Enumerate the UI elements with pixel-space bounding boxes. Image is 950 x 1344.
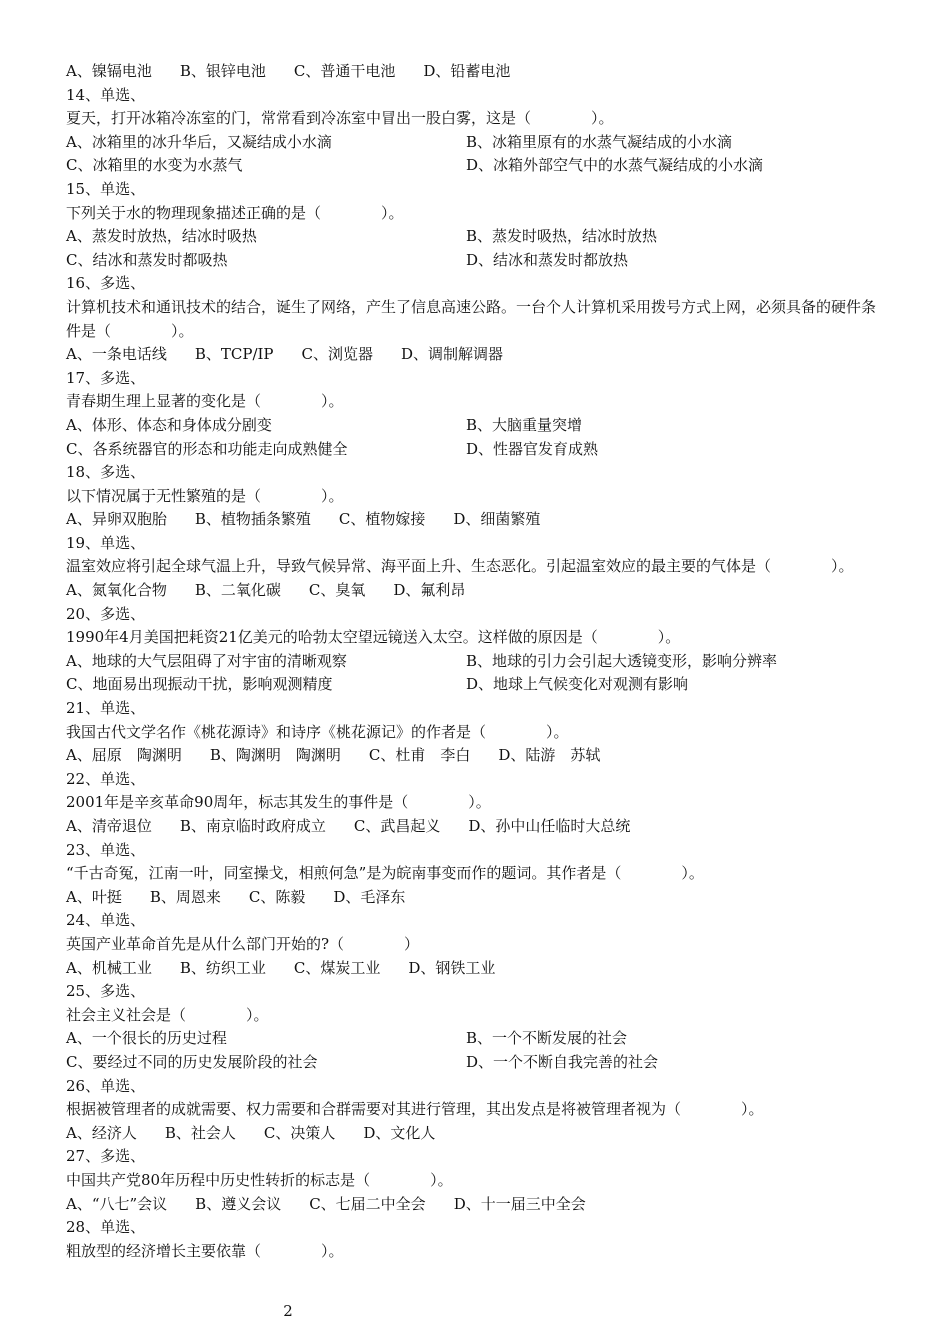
options-row bbox=[66, 225, 886, 249]
options-row bbox=[66, 1051, 886, 1075]
answer-option[interactable]: D、钢铁工业 bbox=[408, 958, 496, 977]
answer-option[interactable]: C、地面易出现振动干扰，影响观测精度 bbox=[66, 675, 333, 694]
answer-option[interactable]: A、“八七”会议 bbox=[66, 1194, 168, 1213]
question-type: 单选 bbox=[100, 1076, 131, 1095]
answer-option[interactable]: B、TCP/IP bbox=[194, 345, 274, 364]
question-header: 17、多选、 bbox=[66, 368, 146, 387]
question-block bbox=[66, 909, 886, 980]
question-type: 单选 bbox=[100, 699, 131, 718]
question-header: 26、单选、 bbox=[66, 1076, 146, 1095]
options-row bbox=[66, 131, 886, 155]
answer-option[interactable]: C、要经过不同的历史发展阶段的社会 bbox=[66, 1052, 318, 1071]
question-stem: 夏天，打开冰箱冷冻室的门，常常看到冷冻室中冒出一股白雾，这是（ ）。 bbox=[66, 109, 614, 128]
question-stem: 英国产业革命首先是从什么部门开始的?（ ） bbox=[66, 934, 420, 953]
answer-option[interactable]: C、七届二中全会 bbox=[309, 1194, 426, 1213]
answer-option[interactable]: A、镍镉电池 bbox=[66, 62, 152, 80]
question-block bbox=[66, 697, 886, 768]
question-stem: 社会主义社会是（ ）。 bbox=[66, 1005, 269, 1024]
question-stem: 1990年4月美国把耗资21亿美元的哈勃太空望远镜送入太空。这样做的原因是（ ）。 bbox=[66, 628, 681, 647]
question-stem: 中国共产党80年历程中历史性转折的标志是（ ）。 bbox=[66, 1170, 453, 1189]
answer-option[interactable]: A、异卵双胞胎 bbox=[66, 510, 167, 529]
question-number: 26 bbox=[66, 1076, 86, 1095]
options-row bbox=[66, 154, 886, 178]
question-number: 17 bbox=[66, 368, 86, 387]
question-type: 多选 bbox=[100, 274, 131, 293]
question-type: 单选 bbox=[100, 840, 131, 859]
question-stem: 温室效应将引起全球气温上升，导致气候异常、海平面上升、生态恶化。引起温室效应的最主要的气体是（ ）。 bbox=[66, 557, 854, 576]
question-block bbox=[66, 1075, 886, 1146]
answer-option[interactable]: D、结冰和蒸发时都放热 bbox=[466, 250, 629, 269]
answer-option[interactable]: D、冰箱外部空气中的水蒸气凝结成的小水滴 bbox=[466, 156, 764, 175]
answer-option[interactable]: C、陈毅 bbox=[248, 887, 306, 906]
options-row bbox=[66, 579, 886, 603]
options-row bbox=[66, 438, 886, 462]
answer-option[interactable]: B、社会人 bbox=[164, 1123, 236, 1142]
question-type: 多选 bbox=[100, 604, 131, 623]
question-header: 24、单选、 bbox=[66, 911, 146, 930]
question-number: 21 bbox=[66, 699, 86, 718]
question-stem: 根据被管理者的成就需要、权力需要和合群需要对其进行管理，其出发点是将被管理者视为（ ）。 bbox=[66, 1100, 764, 1119]
question-block bbox=[66, 60, 886, 84]
question-type: 单选 bbox=[100, 533, 131, 552]
question-number: 23 bbox=[66, 840, 86, 859]
answer-option[interactable]: B、冰箱里原有的水蒸气凝结成的小水滴 bbox=[466, 132, 733, 151]
question-number: 16 bbox=[66, 274, 86, 293]
answer-option[interactable]: A、一个很长的历史过程 bbox=[66, 1029, 227, 1048]
answer-option[interactable]: B、二氧化碳 bbox=[194, 581, 281, 600]
answer-option[interactable]: C、植物嫁接 bbox=[338, 510, 426, 529]
answer-option[interactable]: D、一个不断自我完善的社会 bbox=[466, 1052, 659, 1071]
question-number: 18 bbox=[66, 463, 86, 482]
question-type: 多选 bbox=[100, 1147, 131, 1166]
question-number: 15 bbox=[66, 179, 86, 198]
question-stem: 我国古代文学名作《桃花源诗》和诗序《桃花源记》的作者是（ ）。 bbox=[66, 722, 569, 741]
options-row bbox=[66, 886, 886, 910]
question-type: 多选 bbox=[100, 463, 131, 482]
answer-option[interactable]: D、铅蓄电池 bbox=[423, 62, 511, 80]
question-block bbox=[66, 178, 886, 272]
answer-option[interactable]: B、大脑重量突增 bbox=[466, 415, 583, 434]
question-list bbox=[66, 60, 886, 1263]
options-row bbox=[66, 1193, 886, 1217]
question-header: 16、多选、 bbox=[66, 274, 146, 293]
question-type: 单选 bbox=[100, 911, 131, 930]
options-row bbox=[66, 414, 886, 438]
question-header: 15、单选、 bbox=[66, 179, 146, 198]
answer-option[interactable]: B、蒸发时吸热，结冰时放热 bbox=[466, 227, 658, 246]
answer-option[interactable]: C、冰箱里的水变为水蒸气 bbox=[66, 156, 243, 175]
answer-option[interactable]: A、蒸发时放热，结冰时吸热 bbox=[66, 227, 257, 246]
question-stem: 以下情况属于无性繁殖的是（ ）。 bbox=[66, 486, 344, 505]
answer-option[interactable]: D、孙中山任临时大总统 bbox=[468, 817, 631, 835]
answer-option[interactable]: D、毛泽东 bbox=[333, 887, 406, 906]
question-number: 14 bbox=[66, 85, 86, 104]
answer-option[interactable]: D、性器官发育成熟 bbox=[466, 439, 599, 458]
question-header: 23、单选、 bbox=[66, 840, 146, 859]
question-type: 单选 bbox=[100, 179, 131, 198]
question-number: 28 bbox=[66, 1218, 86, 1237]
answer-option[interactable]: C、杜甫 李白 bbox=[368, 746, 471, 765]
question-number: 27 bbox=[66, 1147, 86, 1166]
answer-option[interactable]: C、普通干电池 bbox=[293, 62, 396, 80]
question-type: 多选 bbox=[100, 982, 131, 1001]
question-stem: “千古奇冤，江南一叶，同室操戈，相煎何急”是为皖南事变而作的题词。其作者是（ ）。 bbox=[66, 864, 704, 883]
question-number: 19 bbox=[66, 533, 86, 552]
question-stem: 粗放型的经济增长主要依靠（ ）。 bbox=[66, 1241, 344, 1260]
answer-option[interactable]: C、臭氧 bbox=[308, 581, 366, 600]
options-row bbox=[66, 249, 886, 273]
answer-option[interactable]: D、陆游 苏轼 bbox=[498, 746, 601, 765]
options-row bbox=[66, 508, 886, 532]
options-row bbox=[66, 650, 886, 674]
answer-option[interactable]: B、南京临时政府成立 bbox=[179, 817, 326, 835]
answer-option[interactable]: B、地球的引力会引起大透镜变形，影响分辨率 bbox=[466, 651, 778, 670]
question-block bbox=[66, 84, 886, 178]
question-block bbox=[66, 603, 886, 697]
question-stem: 2001年是辛亥革命90周年，标志其发生的事件是（ ）。 bbox=[66, 793, 491, 812]
answer-option[interactable]: B、周恩来 bbox=[149, 887, 221, 906]
question-header: 19、单选、 bbox=[66, 533, 146, 552]
answer-option[interactable]: B、陶渊明 陶渊明 bbox=[209, 746, 341, 765]
page-number: 2 bbox=[283, 1302, 293, 1320]
question-block bbox=[66, 1216, 886, 1263]
answer-option[interactable]: A、冰箱里的冰升华后，又凝结成小水滴 bbox=[66, 132, 332, 151]
answer-option[interactable]: A、体形、体态和身体成分剧变 bbox=[66, 415, 272, 434]
question-block bbox=[66, 367, 886, 461]
question-block bbox=[66, 272, 886, 366]
question-header: 14、单选、 bbox=[66, 85, 146, 104]
question-block bbox=[66, 1145, 886, 1216]
question-type: 单选 bbox=[100, 85, 131, 104]
answer-option[interactable]: B、纺织工业 bbox=[179, 958, 266, 977]
question-type: 单选 bbox=[100, 769, 131, 788]
question-block bbox=[66, 768, 886, 839]
answer-option[interactable]: C、武昌起义 bbox=[353, 817, 441, 835]
answer-option[interactable]: D、十一届三中全会 bbox=[453, 1194, 586, 1213]
answer-option[interactable]: A、氮氧化合物 bbox=[66, 581, 167, 600]
options-row bbox=[66, 343, 886, 367]
answer-option[interactable]: D、地球上气候变化对观测有影响 bbox=[466, 675, 689, 694]
answer-option[interactable]: D、氟利昂 bbox=[393, 581, 466, 600]
options-row bbox=[66, 815, 886, 839]
answer-option[interactable]: B、植物插条繁殖 bbox=[194, 510, 311, 529]
answer-option[interactable]: C、结冰和蒸发时都吸热 bbox=[66, 250, 228, 269]
question-header: 22、单选、 bbox=[66, 769, 146, 788]
answer-option[interactable]: A、叶挺 bbox=[66, 887, 122, 906]
question-block bbox=[66, 532, 886, 603]
question-type: 单选 bbox=[100, 1218, 131, 1237]
options-row bbox=[66, 957, 886, 981]
answer-option[interactable]: D、调制解调器 bbox=[401, 345, 504, 364]
question-number: 25 bbox=[66, 982, 86, 1001]
answer-option[interactable]: B、银锌电池 bbox=[179, 62, 266, 80]
answer-option[interactable]: A、一条电话线 bbox=[66, 345, 167, 364]
question-header: 25、多选、 bbox=[66, 982, 146, 1001]
question-number: 22 bbox=[66, 769, 86, 788]
answer-option[interactable]: A、经济人 bbox=[66, 1123, 137, 1142]
question-header: 18、多选、 bbox=[66, 463, 146, 482]
answer-option[interactable]: B、一个不断发展的社会 bbox=[466, 1029, 628, 1048]
question-header: 27、多选、 bbox=[66, 1147, 146, 1166]
options-row bbox=[66, 1122, 886, 1146]
question-header: 20、多选、 bbox=[66, 604, 146, 623]
options-row bbox=[66, 1027, 886, 1051]
answer-option[interactable]: C、浏览器 bbox=[301, 345, 373, 364]
answer-option[interactable]: C、煤炭工业 bbox=[293, 958, 381, 977]
answer-option[interactable]: D、文化人 bbox=[363, 1123, 436, 1142]
answer-option[interactable]: C、决策人 bbox=[263, 1123, 336, 1142]
answer-option[interactable]: A、地球的大气层阻碍了对宇宙的清晰观察 bbox=[66, 651, 347, 670]
question-block bbox=[66, 461, 886, 532]
question-type: 多选 bbox=[100, 368, 131, 387]
options-row bbox=[66, 60, 886, 84]
answer-option[interactable]: B、遵义会议 bbox=[195, 1194, 282, 1213]
answer-option[interactable]: D、细菌繁殖 bbox=[453, 510, 541, 529]
answer-option[interactable]: A、机械工业 bbox=[66, 958, 152, 977]
question-header: 21、单选、 bbox=[66, 699, 146, 718]
question-header: 28、单选、 bbox=[66, 1218, 146, 1237]
question-stem: 计算机技术和通讯技术的结合，诞生了网络，产生了信息高速公路。一台个人计算机采用拨号方式上网，必须具备的硬件条件是（ ）。 bbox=[66, 297, 877, 340]
answer-option[interactable]: C、各系统器官的形态和功能走向成熟健全 bbox=[66, 439, 348, 458]
question-number: 24 bbox=[66, 911, 86, 930]
answer-option[interactable]: A、清帝退位 bbox=[66, 817, 152, 835]
options-row bbox=[66, 673, 886, 697]
answer-option[interactable]: A、屈原 陶渊明 bbox=[66, 746, 182, 765]
question-number: 20 bbox=[66, 604, 86, 623]
question-block bbox=[66, 980, 886, 1074]
question-stem: 青春期生理上显著的变化是（ ）。 bbox=[66, 392, 344, 411]
question-block bbox=[66, 839, 886, 910]
options-row bbox=[66, 744, 886, 768]
question-stem: 下列关于水的物理现象描述正确的是（ ）。 bbox=[66, 203, 404, 222]
